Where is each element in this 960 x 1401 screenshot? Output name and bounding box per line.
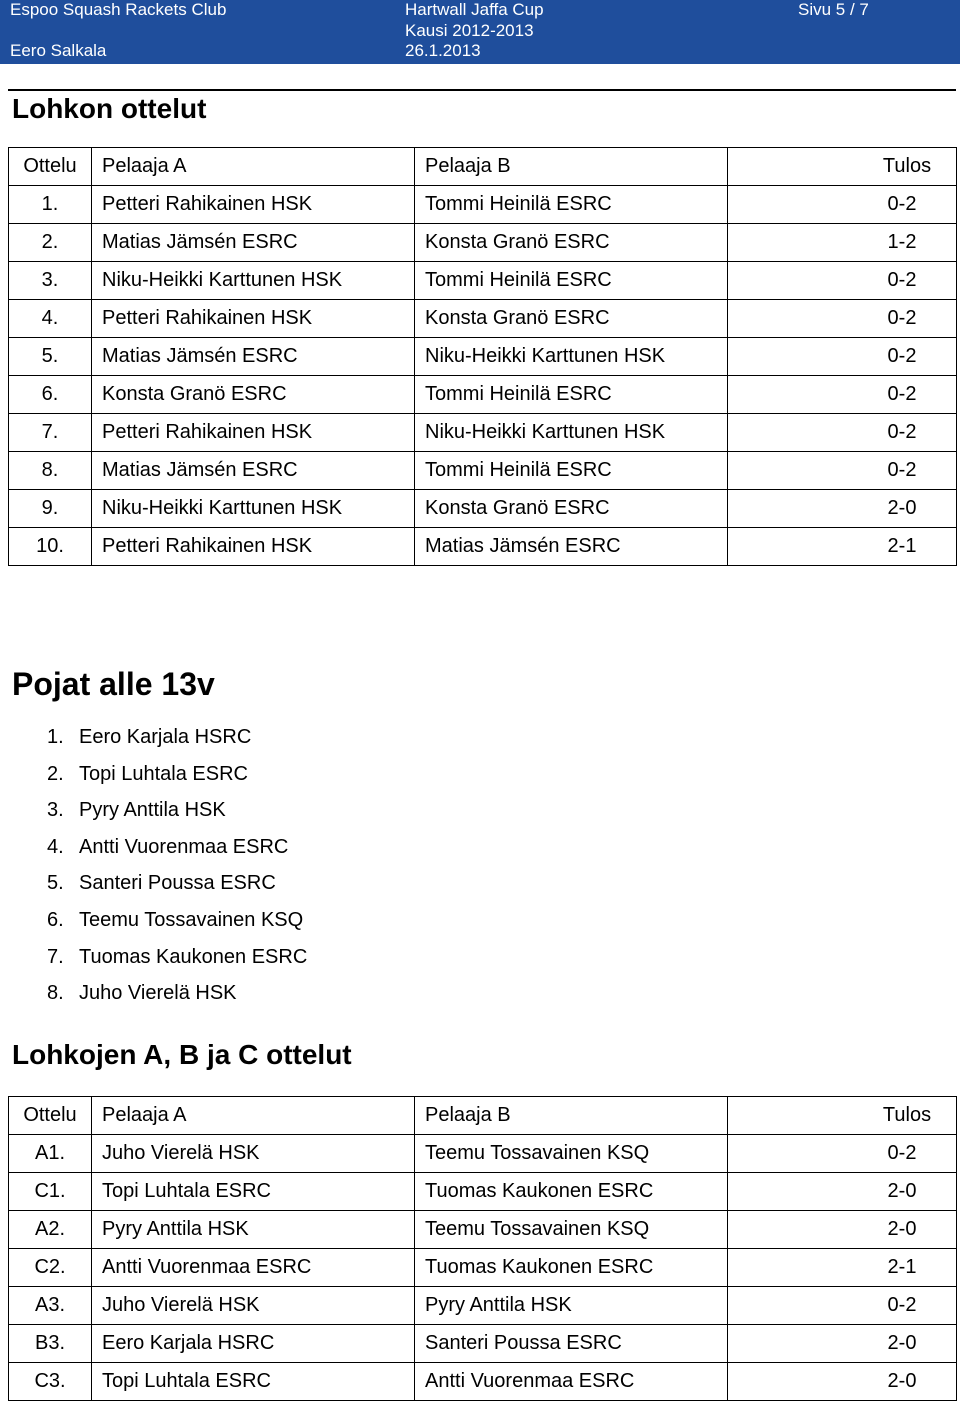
header-page-number: Sivu 5 / 7 xyxy=(798,0,869,19)
match-number: 5. xyxy=(9,338,92,376)
standing-position: 1. xyxy=(47,726,64,748)
player-a: Topi Luhtala ESRC xyxy=(92,1173,415,1211)
standing-player: Pyry Anttila HSK xyxy=(79,799,226,822)
list-item xyxy=(47,756,307,793)
player-a: Petteri Rahikainen HSK xyxy=(92,528,415,566)
section-title-pojat-alle-13v: Pojat alle 13v xyxy=(12,666,215,702)
standing-position: 6. xyxy=(47,908,64,931)
header-author: Eero Salkala xyxy=(10,41,107,60)
table-row xyxy=(9,1363,957,1401)
player-b: Niku-Heikki Karttunen HSK xyxy=(415,414,728,452)
standing-position: 4. xyxy=(47,835,64,858)
match-number: 9. xyxy=(9,490,92,528)
column-header: Pelaaja B xyxy=(415,148,728,186)
header-club: Espoo Squash Rackets Club xyxy=(10,0,227,19)
player-a: Juho Vierelä HSK xyxy=(92,1135,415,1173)
column-header: Pelaaja A xyxy=(92,148,415,186)
table-row xyxy=(9,490,957,528)
player-a: Konsta Granö ESRC xyxy=(92,376,415,414)
table-header-row xyxy=(9,148,957,186)
player-b: Santeri Poussa ESRC xyxy=(415,1325,728,1363)
player-b: Tuomas Kaukonen ESRC xyxy=(415,1173,728,1211)
player-a: Pyry Anttila HSK xyxy=(92,1211,415,1249)
match-result: 2-0 xyxy=(728,490,957,528)
table-body xyxy=(9,1135,957,1401)
match-number: 2. xyxy=(9,224,92,262)
column-header: Tulos xyxy=(728,1097,957,1135)
player-a: Topi Luhtala ESRC xyxy=(92,1363,415,1401)
match-number: 3. xyxy=(9,262,92,300)
match-result: 0-2 xyxy=(728,338,957,376)
standing-player: Juho Vierelä HSK xyxy=(79,982,237,1005)
header-event: Hartwall Jaffa Cup xyxy=(405,0,544,19)
table-row xyxy=(9,376,957,414)
column-header: Tulos xyxy=(728,148,957,186)
match-number: C3. xyxy=(9,1363,92,1401)
column-header: Ottelu xyxy=(9,148,92,186)
standing-position: 7. xyxy=(47,945,64,968)
player-b: Teemu Tossavainen KSQ xyxy=(415,1135,728,1173)
table-row xyxy=(9,414,957,452)
table-row xyxy=(9,1325,957,1363)
match-table-lohko xyxy=(8,147,957,566)
list-item xyxy=(47,829,307,866)
table-row xyxy=(9,1173,957,1211)
standing-player: Eero Karjala HSRC xyxy=(79,726,252,748)
match-number: 7. xyxy=(9,414,92,452)
match-number: 6. xyxy=(9,376,92,414)
page-header xyxy=(0,0,960,64)
table-row xyxy=(9,528,957,566)
player-a: Eero Karjala HSRC xyxy=(92,1325,415,1363)
list-item xyxy=(47,865,307,902)
player-b: Pyry Anttila HSK xyxy=(415,1287,728,1325)
table-row xyxy=(9,224,957,262)
match-result: 2-1 xyxy=(728,1249,957,1287)
table-row xyxy=(9,452,957,490)
standing-player: Topi Luhtala ESRC xyxy=(79,762,248,785)
standings-list xyxy=(47,719,307,1012)
player-a: Matias Jämsén ESRC xyxy=(92,338,415,376)
player-a: Juho Vierelä HSK xyxy=(92,1287,415,1325)
match-number: C1. xyxy=(9,1173,92,1211)
header-date: 26.1.2013 xyxy=(405,41,481,60)
table-row xyxy=(9,262,957,300)
match-result: 0-2 xyxy=(728,186,957,224)
player-a: Niku-Heikki Karttunen HSK xyxy=(92,262,415,300)
player-b: Antti Vuorenmaa ESRC xyxy=(415,1363,728,1401)
player-a: Petteri Rahikainen HSK xyxy=(92,414,415,452)
match-number: C2. xyxy=(9,1249,92,1287)
match-result: 2-0 xyxy=(728,1173,957,1211)
match-number: 1. xyxy=(9,186,92,224)
table-header-row xyxy=(9,1097,957,1135)
table-row xyxy=(9,1249,957,1287)
player-b: Teemu Tossavainen KSQ xyxy=(415,1211,728,1249)
player-a: Antti Vuorenmaa ESRC xyxy=(92,1249,415,1287)
match-number: A2. xyxy=(9,1211,92,1249)
standing-player: Santeri Poussa ESRC xyxy=(79,872,276,895)
list-item xyxy=(47,792,307,829)
table-row xyxy=(9,300,957,338)
match-result: 0-2 xyxy=(728,414,957,452)
table-row xyxy=(9,1287,957,1325)
match-result: 0-2 xyxy=(728,300,957,338)
match-result: 2-0 xyxy=(728,1325,957,1363)
player-b: Tommi Heinilä ESRC xyxy=(415,186,728,224)
player-a: Petteri Rahikainen HSK xyxy=(92,300,415,338)
table-row xyxy=(9,338,957,376)
match-result: 2-0 xyxy=(728,1211,957,1249)
standing-position: 2. xyxy=(47,762,64,785)
match-result: 0-2 xyxy=(728,376,957,414)
column-header: Ottelu xyxy=(9,1097,92,1135)
player-b: Konsta Granö ESRC xyxy=(415,490,728,528)
player-b: Tuomas Kaukonen ESRC xyxy=(415,1249,728,1287)
header-season: Kausi 2012-2013 xyxy=(405,21,534,40)
table-row xyxy=(9,1135,957,1173)
match-number: A3. xyxy=(9,1287,92,1325)
player-b: Tommi Heinilä ESRC xyxy=(415,452,728,490)
player-b: Konsta Granö ESRC xyxy=(415,300,728,338)
player-b: Tommi Heinilä ESRC xyxy=(415,262,728,300)
header-divider xyxy=(8,89,956,91)
list-item xyxy=(47,939,307,976)
match-number: A1. xyxy=(9,1135,92,1173)
match-table-lohkot-abc xyxy=(8,1096,957,1401)
match-result: 0-2 xyxy=(728,262,957,300)
player-b: Tommi Heinilä ESRC xyxy=(415,376,728,414)
match-number: 8. xyxy=(9,452,92,490)
standing-player: Teemu Tossavainen KSQ xyxy=(79,908,304,931)
list-item xyxy=(47,975,307,1012)
match-number: B3. xyxy=(9,1325,92,1363)
match-result: 1-2 xyxy=(728,224,957,262)
player-a: Matias Jämsén ESRC xyxy=(92,452,415,490)
match-result: 0-2 xyxy=(728,1287,957,1325)
match-result: 2-1 xyxy=(728,528,957,566)
section-title-lohkon-ottelut: Lohkon ottelut xyxy=(12,93,207,124)
table-row xyxy=(9,1211,957,1249)
player-a: Matias Jämsén ESRC xyxy=(92,224,415,262)
list-item xyxy=(47,902,307,939)
player-b: Konsta Granö ESRC xyxy=(415,224,728,262)
player-a: Niku-Heikki Karttunen HSK xyxy=(92,490,415,528)
match-result: 0-2 xyxy=(728,1135,957,1173)
table-body xyxy=(9,186,957,566)
player-b: Matias Jämsén ESRC xyxy=(415,528,728,566)
standing-player: Antti Vuorenmaa ESRC xyxy=(79,835,289,858)
standing-player: Tuomas Kaukonen ESRC xyxy=(79,945,308,968)
standing-position: 3. xyxy=(47,799,64,822)
standing-position: 8. xyxy=(47,982,64,1005)
match-result: 0-2 xyxy=(728,452,957,490)
player-a: Petteri Rahikainen HSK xyxy=(92,186,415,224)
column-header: Pelaaja B xyxy=(415,1097,728,1135)
standing-position: 5. xyxy=(47,872,64,895)
table-row xyxy=(9,186,957,224)
match-number: 4. xyxy=(9,300,92,338)
column-header: Pelaaja A xyxy=(92,1097,415,1135)
list-item xyxy=(47,719,307,756)
player-b: Niku-Heikki Karttunen HSK xyxy=(415,338,728,376)
match-result: 2-0 xyxy=(728,1363,957,1401)
section-title-lohkojen-ottelut: Lohkojen A, B ja C ottelut xyxy=(12,1039,352,1070)
match-number: 10. xyxy=(9,528,92,566)
